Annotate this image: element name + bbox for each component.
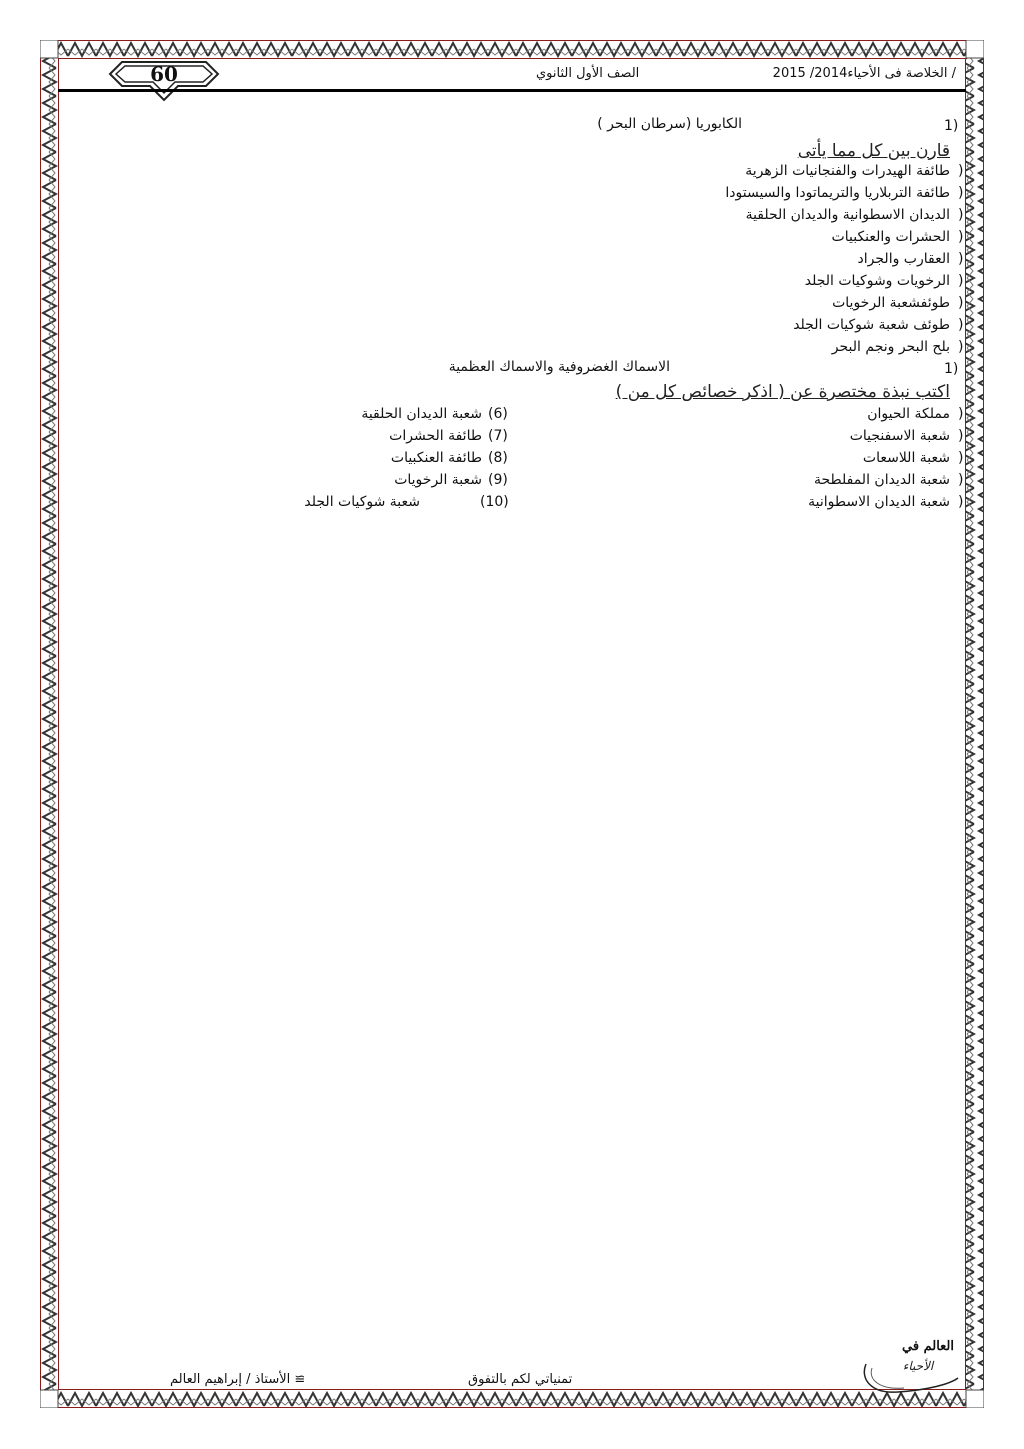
list-paren: ) xyxy=(958,428,964,444)
list-item: الحشرات والعنكبيات xyxy=(831,229,950,245)
list-item: طوئفشعبة الرخويات xyxy=(832,295,950,311)
item-number: (9) xyxy=(488,472,508,488)
list-paren: ) xyxy=(958,185,964,201)
list-item: طائفة الهيدرات والفنجانيات الزهرية xyxy=(745,163,950,179)
list-paren: ) xyxy=(958,251,964,267)
list-paren: ) xyxy=(958,472,964,488)
compare-heading: قارن بين كل مما يأتى xyxy=(797,141,950,161)
list-item: شعبة الاسفنجيات xyxy=(849,428,950,444)
list-paren: ) xyxy=(958,273,964,289)
list-paren: ) xyxy=(958,295,964,311)
list-item: طوئف شعبة شوكيات الجلد xyxy=(793,317,950,333)
list-paren: ) xyxy=(958,317,964,333)
list-paren: ) xyxy=(958,450,964,466)
list-item: شعبة الديدان الاسطوانية xyxy=(808,494,950,510)
item-number: (10) xyxy=(480,494,509,510)
item-number: (7) xyxy=(488,428,508,444)
svg-text:الأحياء: الأحياء xyxy=(902,1359,934,1373)
list-item: مملكة الحيوان xyxy=(867,406,950,422)
header-title: / الخلاصة فى الأحياء2014/ 2015 xyxy=(772,66,956,81)
list-item: طائفة العنكبيات xyxy=(390,450,482,466)
list-item: العقارب والجراد xyxy=(857,251,950,267)
list-item: طائفة الحشرات xyxy=(389,428,482,444)
item-number: 1) xyxy=(944,118,959,134)
list-paren: ) xyxy=(958,163,964,179)
page-number: 60 xyxy=(150,62,178,86)
list-item: شعبة اللاسعات xyxy=(862,450,950,466)
list-paren: ) xyxy=(958,229,964,245)
list-item: شعبة الرخويات xyxy=(394,472,482,488)
list-item: شعبة شوكيات الجلد xyxy=(304,494,420,510)
top-item-text: الكابوريا (سرطان البحر ) xyxy=(597,116,742,132)
item-number: (6) xyxy=(488,406,508,422)
list-item: بلح البحر ونجم البحر xyxy=(831,339,950,355)
list-paren: ) xyxy=(958,494,964,510)
footer-author: ≅ الأستاذ / إبراهيم العالم xyxy=(170,1372,306,1387)
list-item: الديدان الاسطوانية والديدان الحلقية xyxy=(745,207,950,223)
brief-heading: اكتب نبذة مختصرة عن ( اذكر خصائص كل من ) xyxy=(615,382,950,402)
list-item: طائفة التربلاريا والتريماتودا والسيستودا xyxy=(725,185,950,201)
author-signature-logo xyxy=(858,1334,962,1402)
list-item: شعبة الديدان الحلقية xyxy=(361,406,482,422)
list-item: شعبة الديدان المفلطحة xyxy=(813,472,950,488)
list-item: الرخويات وشوكيات الجلد xyxy=(804,273,950,289)
list-item: الاسماك الغضروفية والاسماك العظمية xyxy=(448,359,670,375)
list-paren: ) xyxy=(958,339,964,355)
list-paren: ) xyxy=(958,207,964,223)
item-number: (8) xyxy=(488,450,508,466)
item-number: 1) xyxy=(944,361,959,377)
header-grade: الصف الأول الثانوي xyxy=(536,66,640,81)
list-paren: ) xyxy=(958,406,964,422)
footer-wish: تمنياتي لكم بالتفوق xyxy=(468,1372,573,1387)
svg-text:العالم في: العالم في xyxy=(902,1339,954,1354)
